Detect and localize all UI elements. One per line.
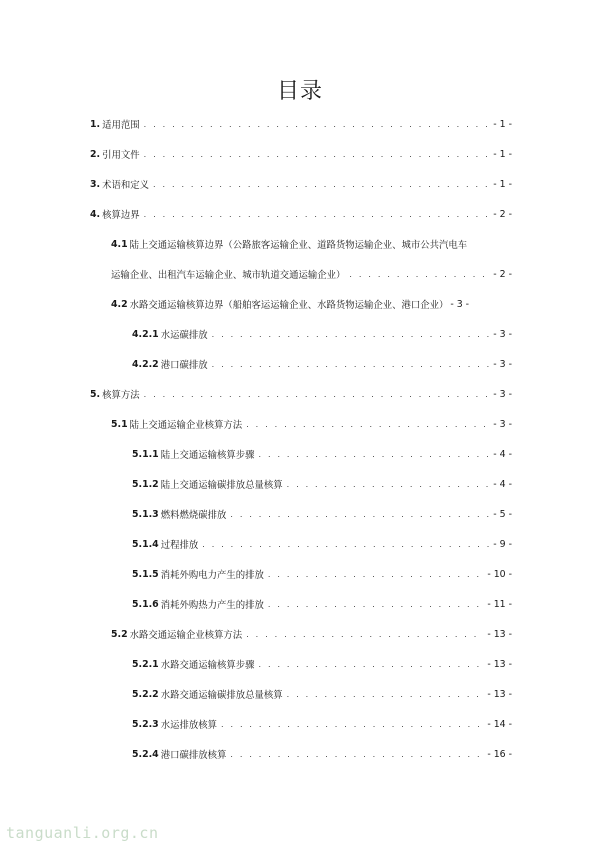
- toc-leader-dots: [144, 150, 490, 159]
- toc-entry-text: 水运碳排放: [160, 330, 208, 341]
- toc-entry-number: 5.: [90, 388, 101, 400]
- toc-entry-2[interactable]: [90, 146, 512, 162]
- toc-leader-dots: [144, 210, 490, 219]
- toc-entry-number: 3.: [90, 178, 101, 190]
- toc-entry-text: 陆上交通运输核算边界（公路旅客运输企业、道路货物运输企业、城市公共汽电车: [129, 240, 468, 251]
- toc-entry-3[interactable]: [90, 176, 512, 192]
- toc-entry-number: 4.2.1: [132, 328, 159, 340]
- toc-entry-number: 4.2.2: [132, 358, 159, 370]
- toc-leader-dots: [202, 540, 489, 549]
- toc-page-number: - 1 -: [493, 178, 512, 190]
- toc-entry-number: 2.: [90, 148, 101, 160]
- toc-entry-number: 5.2.1: [132, 658, 159, 670]
- toc-page-number: - 4 -: [493, 478, 512, 490]
- toc-leader-dots: [268, 570, 484, 579]
- toc-entry-number: 5.2: [111, 628, 128, 640]
- toc-entry-5-1-6[interactable]: [132, 596, 512, 612]
- toc-page-number: - 3 -: [493, 388, 512, 400]
- toc-entry-1[interactable]: [90, 116, 512, 132]
- toc-page-number: - 3 -: [493, 358, 512, 370]
- toc-entry-text: 陆上交通运输碳排放总量核算: [160, 480, 283, 491]
- toc-entry-text: 港口碳排放核算: [160, 750, 227, 761]
- toc-entry-text: 水路交通运输核算步骤: [160, 660, 255, 671]
- toc-page-number: - 11 -: [487, 598, 512, 610]
- toc-leader-dots: [258, 450, 489, 459]
- toc-entry-5-2-2[interactable]: [132, 686, 512, 702]
- toc-leader-dots: [287, 690, 484, 699]
- toc-entry-5-2-1[interactable]: [132, 656, 512, 672]
- toc-page-number: - 13 -: [487, 658, 512, 670]
- page-title: 目录: [276, 79, 323, 104]
- toc-leader-dots: [212, 360, 490, 369]
- toc-leader-dots: [230, 750, 483, 759]
- toc-entry-4-2[interactable]: [111, 296, 512, 312]
- toc-entry-4-2-1[interactable]: [132, 326, 512, 342]
- toc-leader-dots: [287, 480, 490, 489]
- toc-entry-5-1-2[interactable]: [132, 476, 512, 492]
- toc-entry-5-1[interactable]: [111, 416, 512, 432]
- toc-page-number: - 2 -: [493, 268, 512, 280]
- toc-entry-5-2-3[interactable]: [132, 716, 512, 732]
- toc-page-number: - 2 -: [493, 208, 512, 220]
- site-watermark: tanguanli.org.cn: [6, 824, 159, 842]
- toc-page-number: - 5 -: [493, 508, 512, 520]
- toc-entry-number: 5.1.4: [132, 538, 159, 550]
- toc-entry-4-1-first-line[interactable]: [111, 236, 467, 252]
- toc-entry-5-1-1[interactable]: [132, 446, 512, 462]
- toc-entry-text: 水路交通运输核算边界（船舶客运运输企业、水路货物运输企业、港口企业）: [129, 300, 449, 311]
- toc-entry-number: 5.1.3: [132, 508, 159, 520]
- toc-leader-dots: [153, 180, 489, 189]
- toc-entry-number: 5.1: [111, 418, 128, 430]
- toc-entry-5-1-4[interactable]: [132, 536, 512, 552]
- toc-entry-text: 术语和定义: [102, 180, 149, 191]
- toc-entry-5-1-3[interactable]: [132, 506, 512, 522]
- toc-entry-4[interactable]: [90, 206, 512, 222]
- toc-entry-text: 陆上交通运输核算步骤: [160, 450, 255, 461]
- toc-entry-text: 水路交通运输碳排放总量核算: [160, 690, 283, 701]
- toc-page-number: - 3 -: [450, 298, 470, 310]
- toc-page-number: - 13 -: [487, 628, 512, 640]
- toc-page-number: - 1 -: [493, 118, 512, 130]
- toc-entry-text: 港口碳排放: [160, 360, 208, 371]
- toc-entry-number: 4.: [90, 208, 101, 220]
- toc-leader-dots: [246, 420, 489, 429]
- toc-entry-number: 5.1.6: [132, 598, 159, 610]
- toc-entry-5-1-5[interactable]: [132, 566, 512, 582]
- toc-page-number: - 1 -: [493, 148, 512, 160]
- toc-page-number: - 14 -: [487, 718, 512, 730]
- toc-leader-dots: [221, 720, 483, 729]
- toc-page-number: - 4 -: [493, 448, 512, 460]
- toc-entry-number: 5.2.3: [132, 718, 159, 730]
- toc-entry-text: 核算边界: [102, 210, 140, 221]
- toc-entry-text: 消耗外购热力产生的排放: [160, 600, 264, 611]
- toc-entry-text: 核算方法: [102, 390, 140, 401]
- toc-entry-number: 1.: [90, 118, 101, 130]
- toc-page-number: - 16 -: [487, 748, 512, 760]
- toc-leader-dots: [258, 660, 483, 669]
- toc-page-number: - 3 -: [493, 418, 512, 430]
- toc-leader-dots: [246, 630, 483, 639]
- toc-entry-number: 4.2: [111, 298, 128, 310]
- toc-entry-5-2-4[interactable]: [132, 746, 512, 762]
- toc-page-number: - 10 -: [487, 568, 512, 580]
- toc-entry-5[interactable]: [90, 386, 512, 402]
- toc-page-number: - 9 -: [493, 538, 512, 550]
- toc-leader-dots: [212, 330, 490, 339]
- toc-leader-dots: [230, 510, 489, 519]
- toc-entry-4-1-second-line[interactable]: [111, 266, 512, 282]
- toc-entry-text: 燃料燃烧碳排放: [160, 510, 227, 521]
- toc-entry-number: 5.1.2: [132, 478, 159, 490]
- toc-entry-text: 过程排放: [160, 540, 199, 551]
- toc-entry-5-2[interactable]: [111, 626, 512, 642]
- toc-page-number: - 3 -: [493, 328, 512, 340]
- toc-entry-4-2-2[interactable]: [132, 356, 512, 372]
- toc-page-number: - 13 -: [487, 688, 512, 700]
- toc-entry-number: 4.1: [111, 238, 128, 250]
- toc-entry-number: 5.1.5: [132, 568, 159, 580]
- toc-entry-text: 适用范围: [102, 120, 140, 131]
- toc-entry-number: 5.2.4: [132, 748, 159, 760]
- toc-entry-text: 水路交通运输企业核算方法: [129, 630, 243, 641]
- toc-entry-number: 5.1.1: [132, 448, 159, 460]
- toc-leader-dots: [268, 600, 484, 609]
- toc-entry-text: 陆上交通运输企业核算方法: [129, 420, 243, 431]
- toc-entry-number: 5.2.2: [132, 688, 159, 700]
- toc-entry-text: 引用文件: [102, 150, 140, 161]
- toc-leader-dots: [349, 270, 489, 279]
- toc-entry-text: 消耗外购电力产生的排放: [160, 570, 264, 581]
- toc-entry-text: 水运排放核算: [160, 720, 217, 731]
- toc-leader-dots: [144, 120, 490, 129]
- toc-leader-dots: [144, 390, 490, 399]
- toc-entry-text: 运输企业、出租汽车运输企业、城市轨道交通运输企业）: [111, 270, 346, 281]
